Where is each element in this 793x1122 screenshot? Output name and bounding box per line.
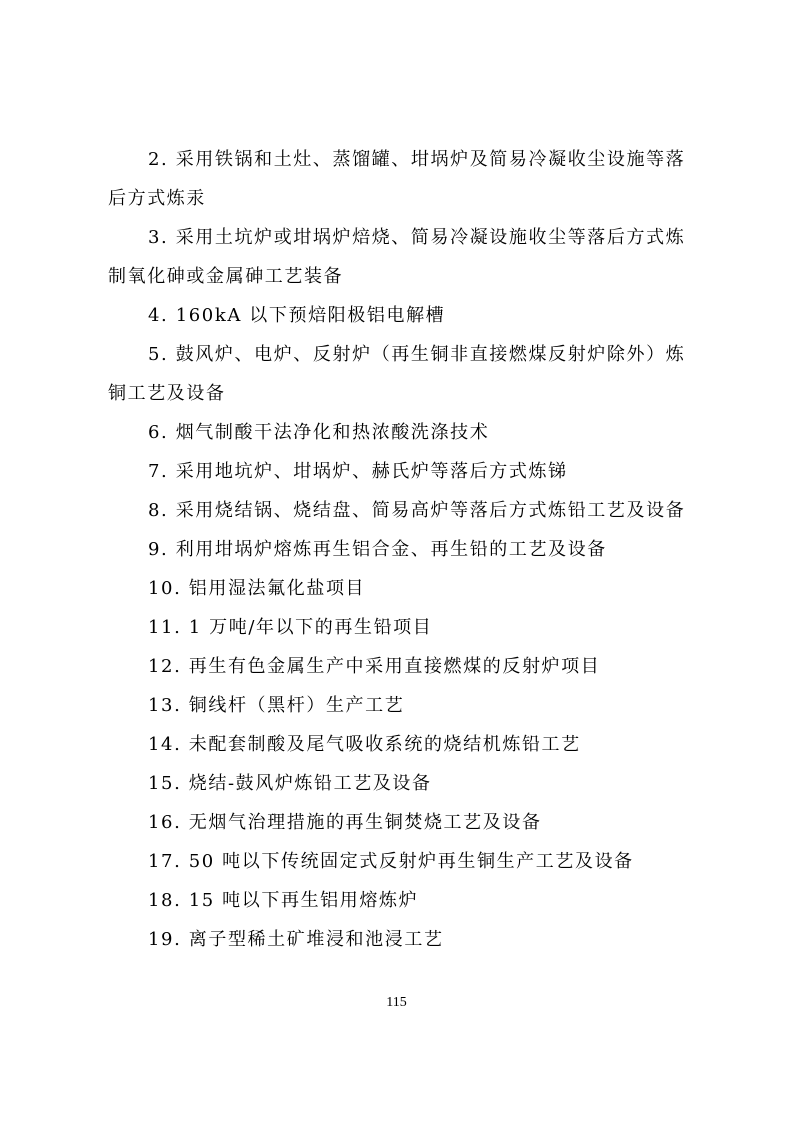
list-item: 14. 未配套制酸及尾气吸收系统的烧结机炼铅工艺 [148,734,581,755]
list-item: 12. 再生有色金属生产中采用直接燃煤的反射炉项目 [148,656,601,677]
list-item: 17. 50 吨以下传统固定式反射炉再生铜生产工艺及设备 [148,851,634,872]
page-number: 115 [386,995,407,1010]
list-item: 11. 1 万吨/年以下的再生铅项目 [148,617,433,638]
list-item: 15. 烧结-鼓风炉炼铅工艺及设备 [148,773,432,794]
list-item: 8. 采用烧结锅、烧结盘、简易高炉等落后方式炼铅工艺及设备 [148,500,686,521]
list-item: 16. 无烟气治理措施的再生铜焚烧工艺及设备 [148,812,542,833]
list-item: 4. 160kA 以下预焙阳极铝电解槽 [148,305,446,326]
list-item: 3. 采用土坑炉或坩埚炉焙烧、简易冷凝设施收尘等落后方式炼制氧化砷或金属砷工艺装备 [108,227,686,287]
item-list [108,140,688,959]
list-item: 2. 采用铁锅和土灶、蒸馏罐、坩埚炉及简易冷凝收尘设施等落后方式炼汞 [108,149,686,209]
list-item: 5. 鼓风炉、电炉、反射炉（再生铜非直接燃煤反射炉除外）炼铜工艺及设备 [108,344,686,404]
list-item: 9. 利用坩埚炉熔炼再生铝合金、再生铅的工艺及设备 [148,539,607,560]
list-item: 10. 铝用湿法氟化盐项目 [148,578,366,599]
list-item: 7. 采用地坑炉、坩埚炉、赫氏炉等落后方式炼锑 [148,461,568,482]
list-item: 13. 铜线杆（黑杆）生产工艺 [148,695,405,716]
list-item: 6. 烟气制酸干法净化和热浓酸洗涤技术 [148,422,490,443]
list-item: 18. 15 吨以下再生铝用熔炼炉 [148,890,419,911]
list-item: 19. 离子型稀土矿堆浸和池浸工艺 [148,929,444,950]
